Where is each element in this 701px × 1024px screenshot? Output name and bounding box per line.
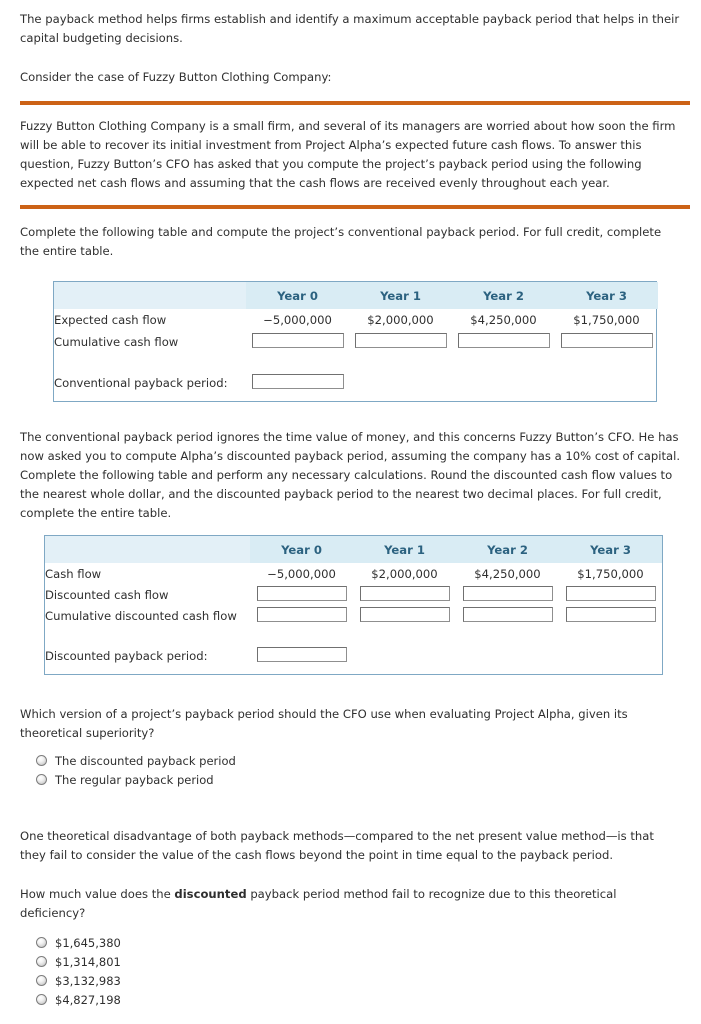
radio-icon[interactable] bbox=[36, 975, 47, 986]
table1-instruction: Complete the following table and compute the project’s conventional payback period. For full credit, complete the entire table. bbox=[20, 225, 662, 258]
question1-option-1[interactable] bbox=[36, 770, 701, 789]
closing-paragraph: One theoretical disadvantage of both payback methods—compared to the net present value method—is that they fail to consider the value of the cash flows beyond the point in time equal to the payback period. bbox=[20, 829, 654, 862]
table-row bbox=[54, 331, 658, 353]
cumulative-discounted-cash-flow-year1-input[interactable] bbox=[360, 607, 450, 622]
section2-paragraph: The conventional payback period ignores the time value of money, and this concerns Fuzzy Button’s CFO. He has now asked you to compute Alpha’s discounted payback period, assuming the company has a 10% cost of capital. Complete the following table and perform any necessary calculations. Round the discounted cash flow values to the nearest whole dollar, and the discounted payback period to the nearest two decimal places. For full credit, complete the entire table. bbox=[20, 430, 681, 520]
question1-option-1-label: The regular payback period bbox=[55, 772, 214, 787]
question2-option-0[interactable] bbox=[36, 933, 701, 952]
question1-option-0[interactable] bbox=[36, 751, 701, 770]
table1-header-blank bbox=[54, 282, 246, 309]
table1-header-year1: Year 1 bbox=[349, 282, 452, 309]
table2-row0-year0-value: −5,000,000 bbox=[267, 566, 336, 581]
table1-header-year3: Year 3 bbox=[555, 282, 658, 309]
table1-header-year2: Year 2 bbox=[452, 282, 555, 309]
question1-options bbox=[36, 751, 701, 789]
question2-option-0-label: $1,645,380 bbox=[55, 935, 121, 950]
table2-header-year0: Year 0 bbox=[250, 536, 353, 563]
question2-options bbox=[36, 933, 701, 1009]
conventional-payback-period-label: Conventional payback period: bbox=[54, 376, 228, 390]
conventional-payback-period-input[interactable] bbox=[252, 374, 344, 389]
table1-header-year0: Year 0 bbox=[246, 282, 349, 309]
table2-row1-label: Discounted cash flow bbox=[45, 587, 169, 602]
question2-option-3-label: $4,827,198 bbox=[55, 992, 121, 1007]
table2-row0-label: Cash flow bbox=[45, 566, 102, 581]
table1-bottom-spacer bbox=[54, 393, 658, 401]
table2-row0-year2-value: $4,250,000 bbox=[474, 566, 541, 581]
table1-row0-year3-value: $1,750,000 bbox=[573, 313, 640, 327]
radio-icon[interactable] bbox=[36, 774, 47, 785]
table1-footer-row bbox=[54, 373, 658, 393]
discounted-cash-flow-year1-input[interactable] bbox=[360, 586, 450, 601]
table2-bottom-spacer bbox=[45, 666, 662, 674]
question2-prompt-bold: discounted bbox=[174, 887, 247, 901]
table2-header-row bbox=[45, 536, 662, 563]
table2-header-blank bbox=[45, 536, 250, 563]
table-row bbox=[45, 584, 662, 605]
table2-row0-year3-value: $1,750,000 bbox=[577, 566, 644, 581]
discounted-cash-flow-year2-input[interactable] bbox=[463, 586, 553, 601]
table2-header-year3: Year 3 bbox=[559, 536, 662, 563]
section1-paragraph: Fuzzy Button Clothing Company is a small firm, and several of its managers are worried about how soon the firm will be able to recover its initial investment from Project Alpha’s expected future cash flows. To answer this question, Fuzzy Button’s CFO has asked that you compute the project’s payback period using the following expected net cash flows and assuming that the cash flows are received evenly throughout each year. bbox=[20, 119, 676, 190]
table2-row2-label: Cumulative discounted cash flow bbox=[45, 608, 237, 623]
radio-icon[interactable] bbox=[36, 956, 47, 967]
table2-spacer-row bbox=[45, 626, 662, 646]
radio-icon[interactable] bbox=[36, 755, 47, 766]
cumulative-cash-flow-year1-input[interactable] bbox=[355, 333, 447, 348]
table1-row0-year1-value: $2,000,000 bbox=[367, 313, 434, 327]
table1-spacer-row bbox=[54, 353, 658, 373]
cumulative-cash-flow-year3-input[interactable] bbox=[561, 333, 653, 348]
table1-row0-year2-value: $4,250,000 bbox=[470, 313, 537, 327]
table1-row0-label: Expected cash flow bbox=[54, 313, 167, 327]
question2-option-2[interactable] bbox=[36, 971, 701, 990]
table1-header-row bbox=[54, 282, 658, 309]
question1-option-0-label: The discounted payback period bbox=[55, 753, 236, 768]
cumulative-discounted-cash-flow-year0-input[interactable] bbox=[257, 607, 347, 622]
discounted-payback-period-label: Discounted payback period: bbox=[45, 649, 208, 663]
radio-icon[interactable] bbox=[36, 937, 47, 948]
table1-row1-label: Cumulative cash flow bbox=[54, 335, 179, 349]
discounted-cash-flow-year0-input[interactable] bbox=[257, 586, 347, 601]
question2-option-1-label: $1,314,801 bbox=[55, 954, 121, 969]
discounted-payback-period-input[interactable] bbox=[257, 647, 347, 662]
question2-prompt-after: payback period method fail to recognize due to this theoretical deficiency? bbox=[20, 887, 617, 920]
table2-header-year2: Year 2 bbox=[456, 536, 559, 563]
table-row bbox=[45, 563, 662, 584]
conventional-payback-table bbox=[53, 281, 657, 402]
table-row bbox=[54, 309, 658, 331]
discounted-payback-table bbox=[44, 535, 663, 675]
question2-option-2-label: $3,132,983 bbox=[55, 973, 121, 988]
cumulative-discounted-cash-flow-year3-input[interactable] bbox=[566, 607, 656, 622]
question2-option-1[interactable] bbox=[36, 952, 701, 971]
question2-prompt-before: How much value does the bbox=[20, 887, 175, 901]
radio-icon[interactable] bbox=[36, 994, 47, 1005]
table1-row0-year0-value: −5,000,000 bbox=[263, 313, 332, 327]
discounted-cash-flow-year3-input[interactable] bbox=[566, 586, 656, 601]
intro-paragraph-2: Consider the case of Fuzzy Button Clothing Company: bbox=[20, 70, 332, 84]
intro-paragraph-1: The payback method helps firms establish and identify a maximum acceptable payback period that helps in their capital budgeting decisions. bbox=[20, 12, 680, 45]
question2-option-3[interactable] bbox=[36, 990, 701, 1009]
cumulative-discounted-cash-flow-year2-input[interactable] bbox=[463, 607, 553, 622]
table2-row0-year1-value: $2,000,000 bbox=[371, 566, 438, 581]
question2-prompt bbox=[20, 885, 681, 923]
question1-prompt: Which version of a project’s payback period should the CFO use when evaluating Project Alpha, given its theoretical superiority? bbox=[20, 707, 628, 740]
table2-header-year1: Year 1 bbox=[353, 536, 456, 563]
table-row bbox=[45, 605, 662, 626]
table2-footer-row bbox=[45, 646, 662, 666]
cumulative-cash-flow-year0-input[interactable] bbox=[252, 333, 344, 348]
cumulative-cash-flow-year2-input[interactable] bbox=[458, 333, 550, 348]
